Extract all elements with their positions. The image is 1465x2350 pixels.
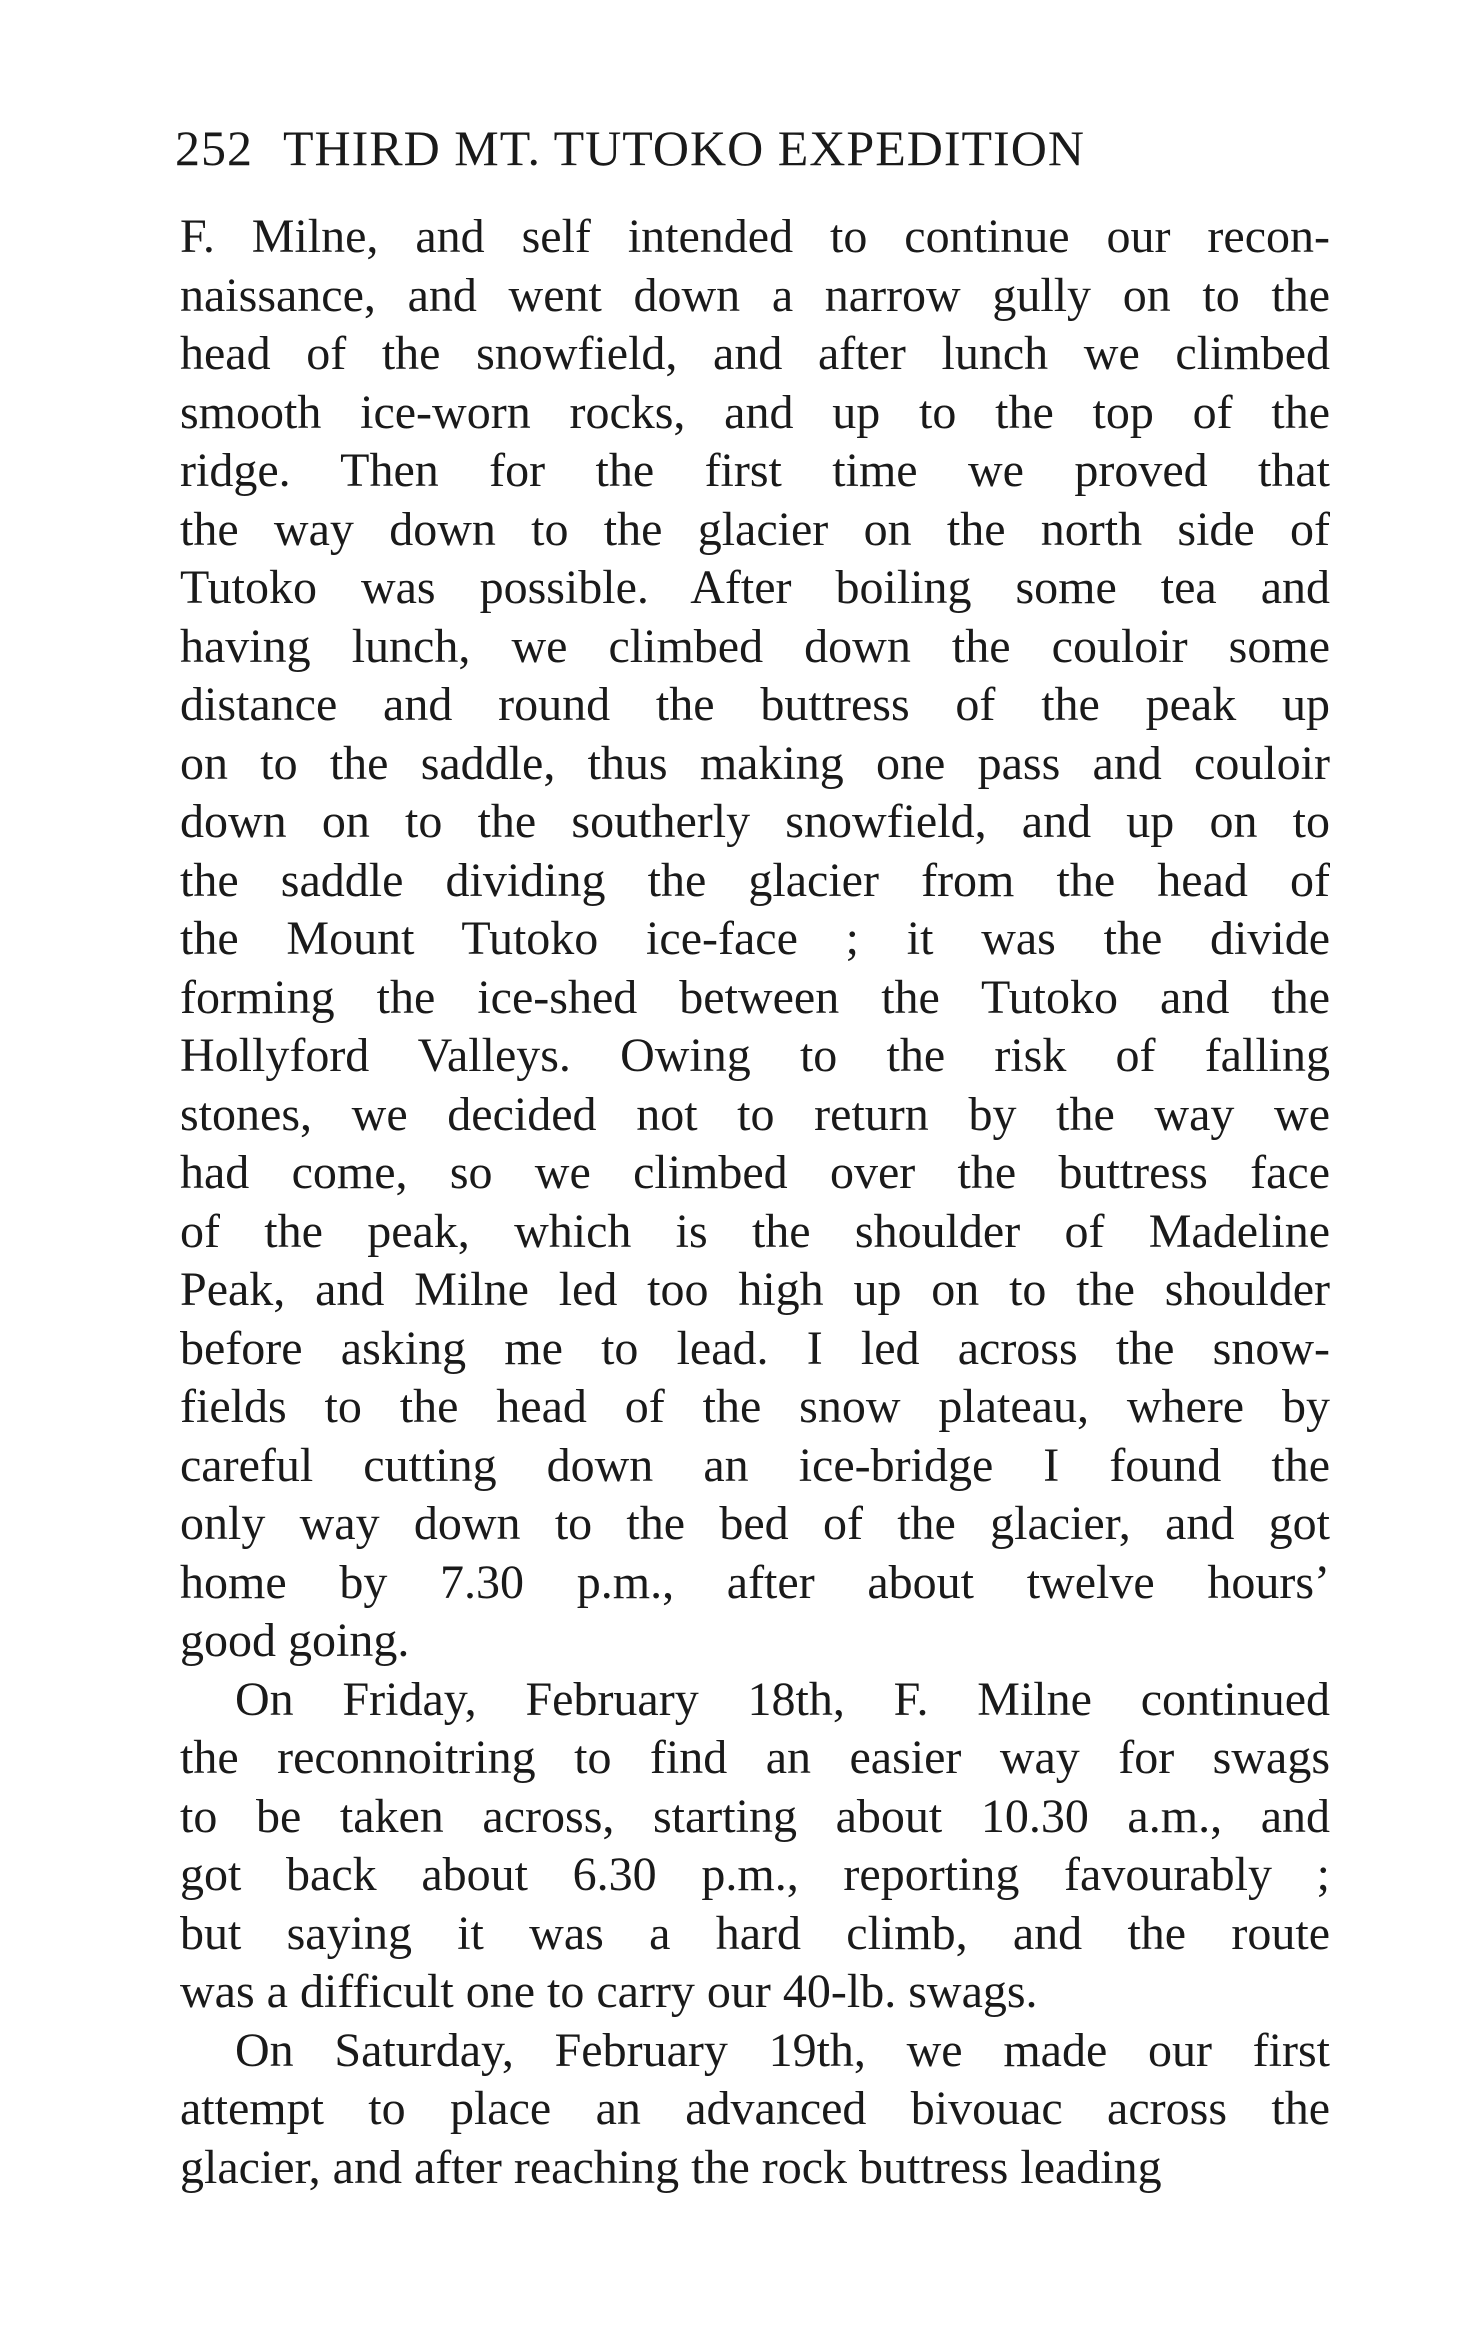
text-line: naissance, and went down a narrow gully on to the xyxy=(180,268,1330,322)
text-line: head of the snowfield, and after lunch we climbed xyxy=(180,327,1330,380)
text-line: glacier, and after reaching the rock buttress leading xyxy=(180,2140,1162,2194)
text-line: On Saturday, February 19th, we made our first xyxy=(235,2023,1330,2077)
text-line: Peak, and Milne led too high up on to the shoulder xyxy=(180,1263,1330,1316)
text-line: careful cutting down an ice-bridge I found the xyxy=(180,1438,1330,1492)
text-line: down on to the southerly snowfield, and up on to xyxy=(180,795,1330,848)
text-line: the Mount Tutoko ice-face ; it was the divide xyxy=(180,912,1330,965)
text-line: ridge. Then for the first time we proved that xyxy=(180,444,1330,497)
text-line: before asking me to lead. I led across the snow- xyxy=(180,1321,1330,1375)
paragraph xyxy=(180,2022,1330,2198)
running-head xyxy=(175,118,1345,178)
body-text xyxy=(180,208,1330,2197)
text-line: to be taken across, starting about 10.30 a.m., and xyxy=(180,1789,1330,1843)
text-line: home by 7.30 p.m., after about twelve hours’ xyxy=(180,1555,1330,1609)
page-number: 252 xyxy=(175,120,253,176)
text-line: the reconnoitring to find an easier way for swags xyxy=(180,1731,1330,1784)
text-line: smooth ice-worn rocks, and up to the top of the xyxy=(180,385,1330,439)
paragraph xyxy=(180,1671,1330,2022)
text-line: fields to the head of the snow plateau, where by xyxy=(180,1380,1330,1433)
text-line: Hollyford Valleys. Owing to the risk of falling xyxy=(180,1029,1330,1082)
text-line: the saddle dividing the glacier from the head of xyxy=(180,853,1330,907)
text-line: but saying it was a hard climb, and the route xyxy=(180,1906,1330,1960)
text-line: of the peak, which is the shoulder of Madeline xyxy=(180,1204,1330,1258)
text-line: forming the ice-shed between the Tutoko and the xyxy=(180,970,1330,1024)
text-line: stones, we decided not to return by the way we xyxy=(180,1087,1330,1141)
text-line: having lunch, we climbed down the couloir some xyxy=(180,619,1330,673)
text-line: had come, so we climbed over the buttress face xyxy=(180,1146,1330,1199)
paragraph xyxy=(180,208,1330,1671)
text-line: F. Milne, and self intended to continue our recon- xyxy=(180,210,1330,263)
text-line: the way down to the glacier on the north side of xyxy=(180,502,1330,556)
text-line: was a difficult one to carry our 40-lb. swags. xyxy=(180,1965,1038,2018)
text-line: distance and round the buttress of the peak up xyxy=(180,678,1330,731)
text-line: On Friday, February 18th, F. Milne continued xyxy=(235,1672,1330,1726)
text-line: on to the saddle, thus making one pass and couloir xyxy=(180,736,1330,790)
text-line: attempt to place an advanced bivouac across the xyxy=(180,2082,1330,2135)
text-line: Tutoko was possible. After boiling some tea and xyxy=(180,561,1330,614)
text-line: only way down to the bed of the glacier, and got xyxy=(180,1497,1330,1550)
text-line: got back about 6.30 p.m., reporting favourably ; xyxy=(180,1848,1330,1901)
text-line: good going. xyxy=(180,1614,410,1667)
running-title: THIRD MT. TUTOKO EXPEDITION xyxy=(283,120,1085,176)
